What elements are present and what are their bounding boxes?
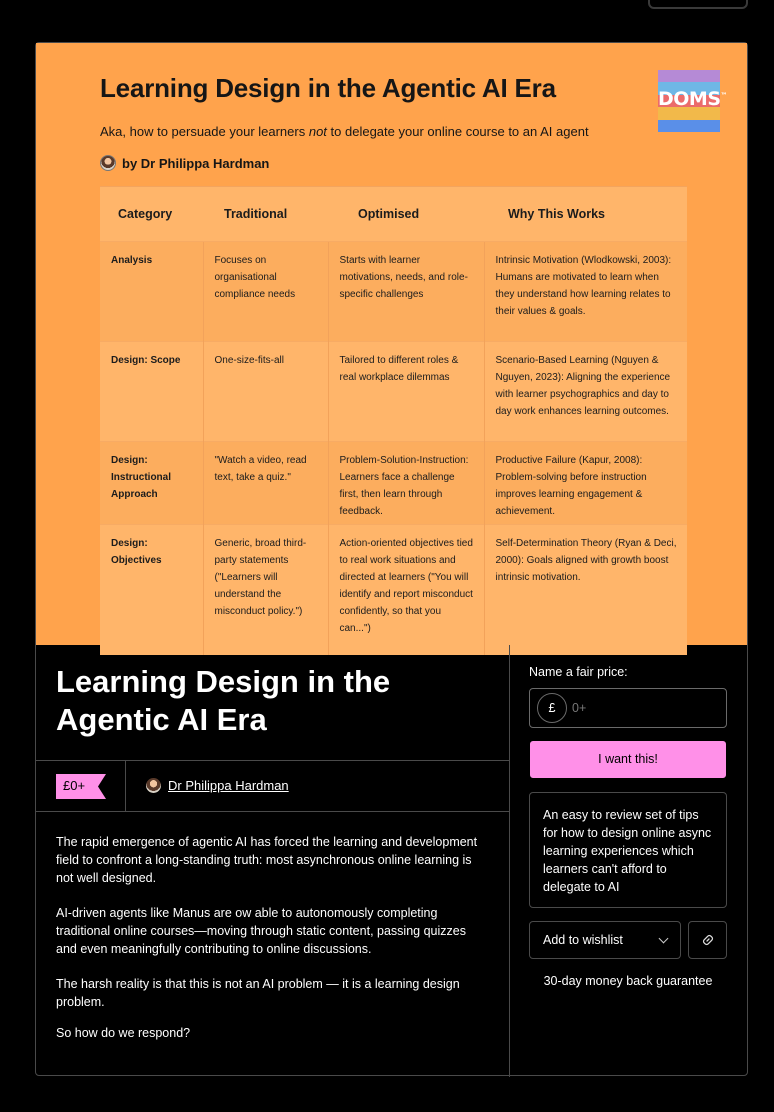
logo-band — [658, 120, 720, 132]
add-to-wishlist-button[interactable] — [529, 921, 681, 959]
table-header: Category — [100, 187, 203, 242]
product-cover-image — [36, 43, 747, 645]
price-badge: £0+ — [56, 774, 106, 799]
table-row: Analysis Focuses on organisational compliance needs Starts with learner motivations, needs, and role-specific challenges Intrinsic Motivation (Wlodkowski, 2003): Humans are motivated to learn when they understand how learning relates to their values & goals. — [100, 242, 687, 342]
price-input[interactable] — [572, 694, 722, 722]
chevron-down-icon — [659, 933, 669, 943]
top-nav-button[interactable] — [648, 0, 748, 9]
description-paragraph: So how do we respond? — [56, 1026, 191, 1040]
price-input-group[interactable] — [529, 688, 727, 728]
currency-symbol: £ — [537, 693, 567, 723]
wishlist-label: Add to wishlist — [543, 933, 623, 947]
column-divider — [509, 645, 510, 1077]
avatar — [146, 778, 161, 793]
table-row: Design: Scope One-size-fits-all Tailored to different roles & real workplace dilemmas Scenario-Based Learning (Nguyen & Nguyen, 2023): Aligning the experience with learner psychographics and day to day work enhances learning outcomes. — [100, 342, 687, 442]
cover-author: by Dr Philippa Hardman — [100, 155, 269, 171]
cover-subtitle: Aka, how to persuade your learners not to delegate your online course to an AI agent — [100, 124, 589, 139]
link-icon — [701, 933, 715, 947]
divider — [36, 760, 509, 761]
copy-link-button[interactable] — [688, 921, 727, 959]
guarantee-text: 30-day money back guarantee — [543, 974, 713, 988]
cover-table — [100, 186, 687, 655]
description-paragraph: The rapid emergence of agentic AI has forced the learning and development field to confront a long-standing truth: most asynchronous online learning is not well designed. — [56, 835, 478, 885]
description-paragraph: The harsh reality is that this is not an AI problem — it is a learning design problem. — [56, 977, 460, 1009]
product-description — [56, 833, 486, 1059]
buy-button[interactable]: I want this! — [529, 740, 727, 779]
table-header: Traditional — [203, 187, 328, 242]
product-summary: An easy to review set of tips for how to design online async learning experiences which learners can't afford to delegate to AI — [529, 792, 727, 908]
product-title: Learning Design in the Agentic AI Era — [56, 664, 391, 737]
table-header: Why This Works — [484, 187, 687, 242]
logo-band — [658, 70, 720, 82]
product-card — [35, 42, 748, 1076]
table-row: Design: Instructional Approach "Watch a video, read text, take a quiz." Problem-Solution-Instruction: Learners face a challenge first, then learn through feedback. Productive Failure (Kapur, 2008): Problem-solving before instruction improves learning engagement & achievement. — [100, 442, 687, 525]
divider — [36, 811, 509, 812]
doms-logo: DOMS™ — [658, 70, 720, 132]
creator-profile[interactable] — [146, 778, 289, 793]
table-row: Design: Objectives Generic, broad third-party statements ("Learners will understand the misconduct policy.") Action-oriented objectives tied to real work situations and directed at learners ("You will identify and report misconduct confidently, so that you can...") Self-Determination Theory (Ryan & Deci, 2000): Goals aligned with growth boost intrinsic motivation. — [100, 525, 687, 655]
divider — [125, 760, 126, 811]
description-paragraph: AI-driven agents like Manus are ow able to autonomously completing traditional online courses—moving through static content, passing quizzes and even meaningfully contributing to online discussions. — [56, 906, 466, 956]
fair-price-label: Name a fair price: — [529, 665, 628, 679]
cover-title: Learning Design in the Agentic AI Era — [100, 73, 556, 103]
avatar — [100, 155, 116, 171]
creator-link[interactable]: Dr Philippa Hardman — [168, 778, 289, 793]
table-header: Optimised — [328, 187, 484, 242]
